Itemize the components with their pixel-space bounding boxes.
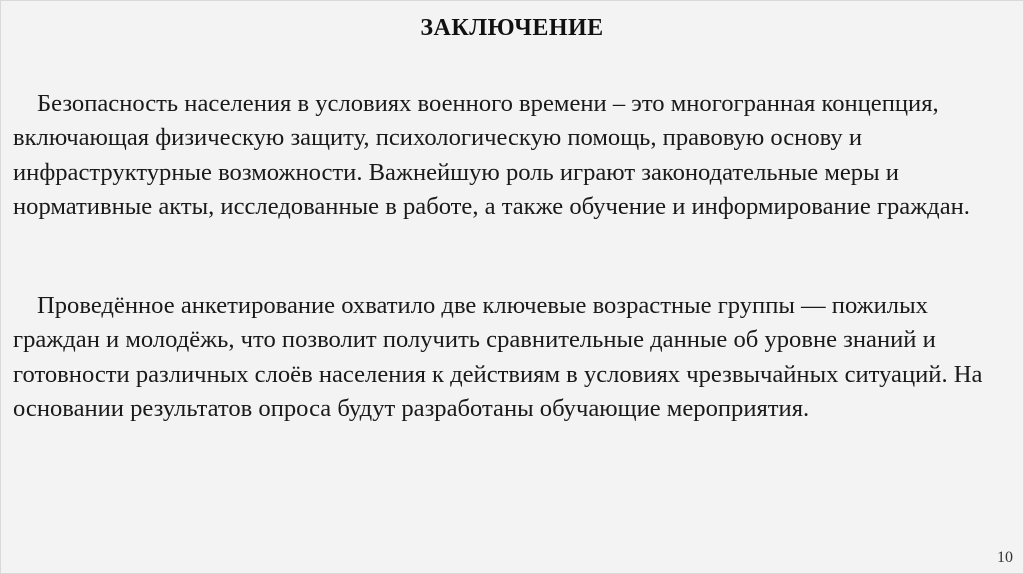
paragraph-1: Безопасность населения в условиях военного времени – это многогранная концепция, включающая физическую защиту, психологическую помощь, правовую основу и инфраструктурные возможности. Важнейшую роль играют законодательные меры и нормативные акты, исследованные в работе, а также обучение и информирование граждан. xyxy=(13,90,970,220)
paragraph-2: Проведённое анкетирование охватило две ключевые возрастные группы — пожилых граждан и молодёжь, что позволит получить сравнительные данные об уровне знаний и готовности различных слоёв населения к действиям в условиях чрезвычайных ситуаций. На основании результатов опроса будут разработаны обучающие мероприятия. xyxy=(13,292,983,422)
slide-title: ЗАКЛЮЧЕНИЕ xyxy=(420,15,604,41)
page-number: 10 xyxy=(997,549,1013,566)
